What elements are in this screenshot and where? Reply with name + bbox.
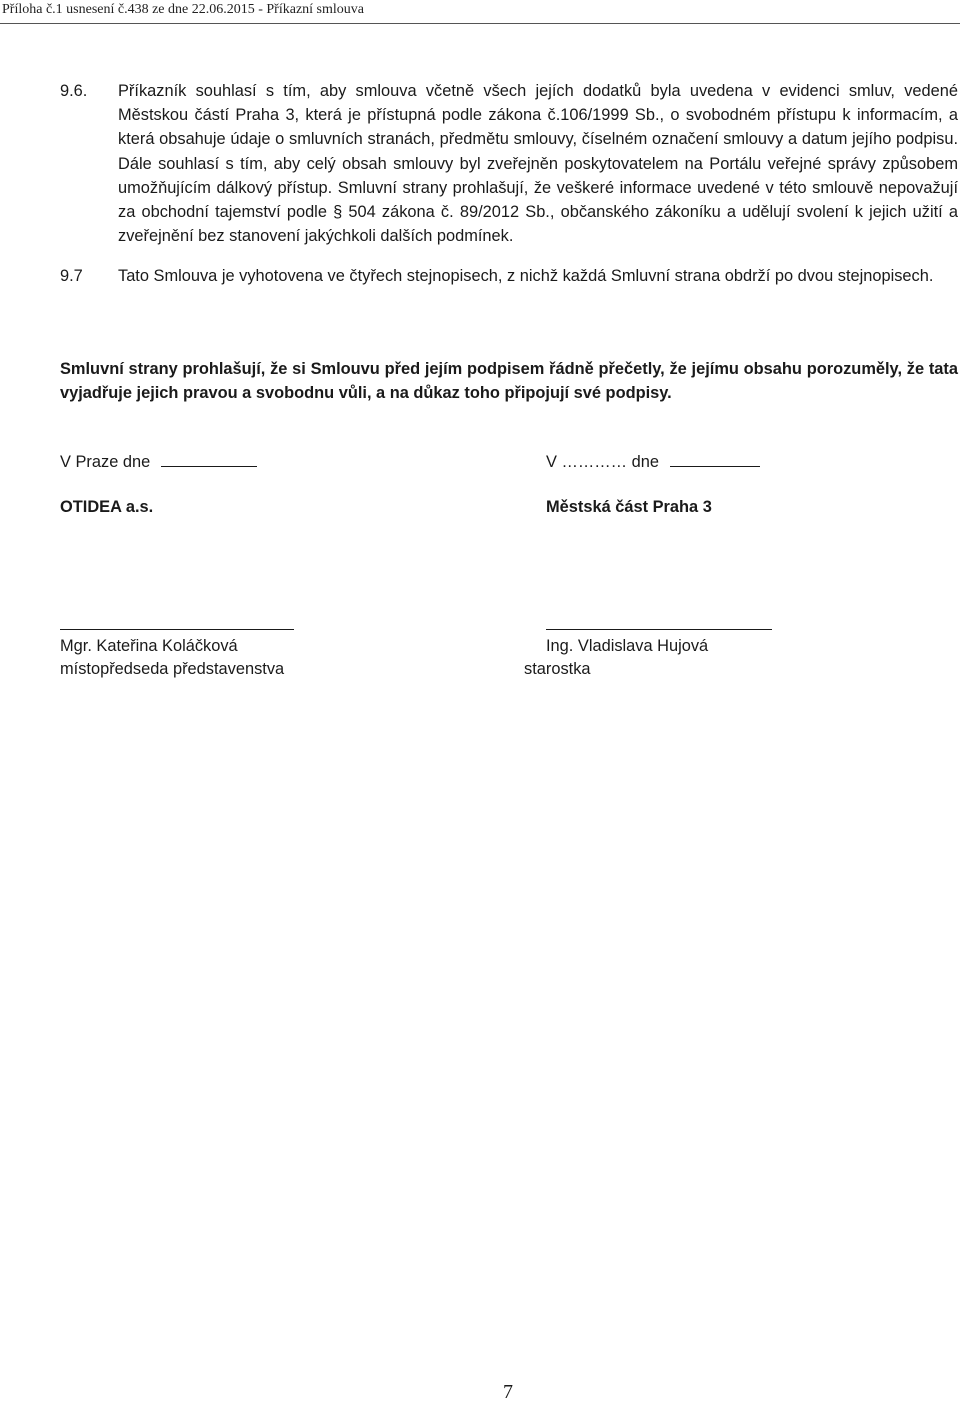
right-signature-line — [546, 629, 772, 630]
left-date-blank — [161, 452, 257, 467]
section-number: 9.6. — [60, 82, 88, 100]
left-place-date — [60, 452, 257, 472]
right-place-label: V ………… dne — [546, 453, 659, 471]
left-signer-name: Mgr. Kateřina Koláčková — [60, 637, 238, 655]
left-signer-title: místopředseda představenstva — [60, 660, 285, 678]
left-organization: OTIDEA a.s. — [60, 498, 154, 516]
left-signature-line — [60, 629, 294, 630]
left-place-label: V Praze dne — [60, 453, 151, 471]
right-signer-name: Ing. Vladislava Hujová — [546, 637, 709, 655]
page-number: 7 — [503, 1381, 513, 1403]
right-organization: Městská část Praha 3 — [546, 498, 712, 516]
right-signer-title: starostka — [524, 660, 591, 678]
right-date-blank — [670, 452, 760, 467]
section-number: 9.7 — [60, 267, 83, 285]
section-text: Tato Smlouva je vyhotovena ve čtyřech stejnopisech, z nichž každá Smluvní strana obdrží po dvou stejnopisech. — [118, 267, 934, 285]
closing-declaration: Smluvní strany prohlašují, že si Smlouvu před jejím podpisem řádně přečetly, že jejímu obsahu porozuměly, že tata vyjadřuje jejich pravou a svobodnu vůli, a na důkaz toho připojují své podpisy. — [60, 360, 958, 403]
right-place-date — [546, 452, 760, 472]
section-9-7 — [60, 264, 958, 288]
section-text: Příkazník souhlasí s tím, aby smlouva včetně všech jejích dodatků byla uvedena v evidenci smluv, vedené Městskou částí Praha 3, která je přístupná podle zákona č.106/1999 Sb., o svobodném přístupu k informacím, a která obsahuje údaje o smluvních stranách, předmětu smlouvy, číselném označení smlouvy a datum jejího podpisu. Dále souhlasí s tím, aby celý obsah smlouvy byl zveřejněn poskytovatelem na Portálu veřejné správy způsobem umožňujícím dálkový přístup. Smluvní strany prohlašují, že veškeré informace uvedené v této smlouvě nepovažují za obchodní tajemství podle § 504 zákona č. 89/2012 Sb., občanského zákoníku a udělují svolení k jejich užití a zveřejnění bez stanovení jakýchkoli dalších podmínek. — [118, 82, 958, 246]
section-9-6 — [60, 79, 958, 248]
header-divider — [0, 23, 960, 24]
page-header: Příloha č.1 usnesení č.438 ze dne 22.06.2015 - Příkazní smlouva — [2, 2, 364, 17]
